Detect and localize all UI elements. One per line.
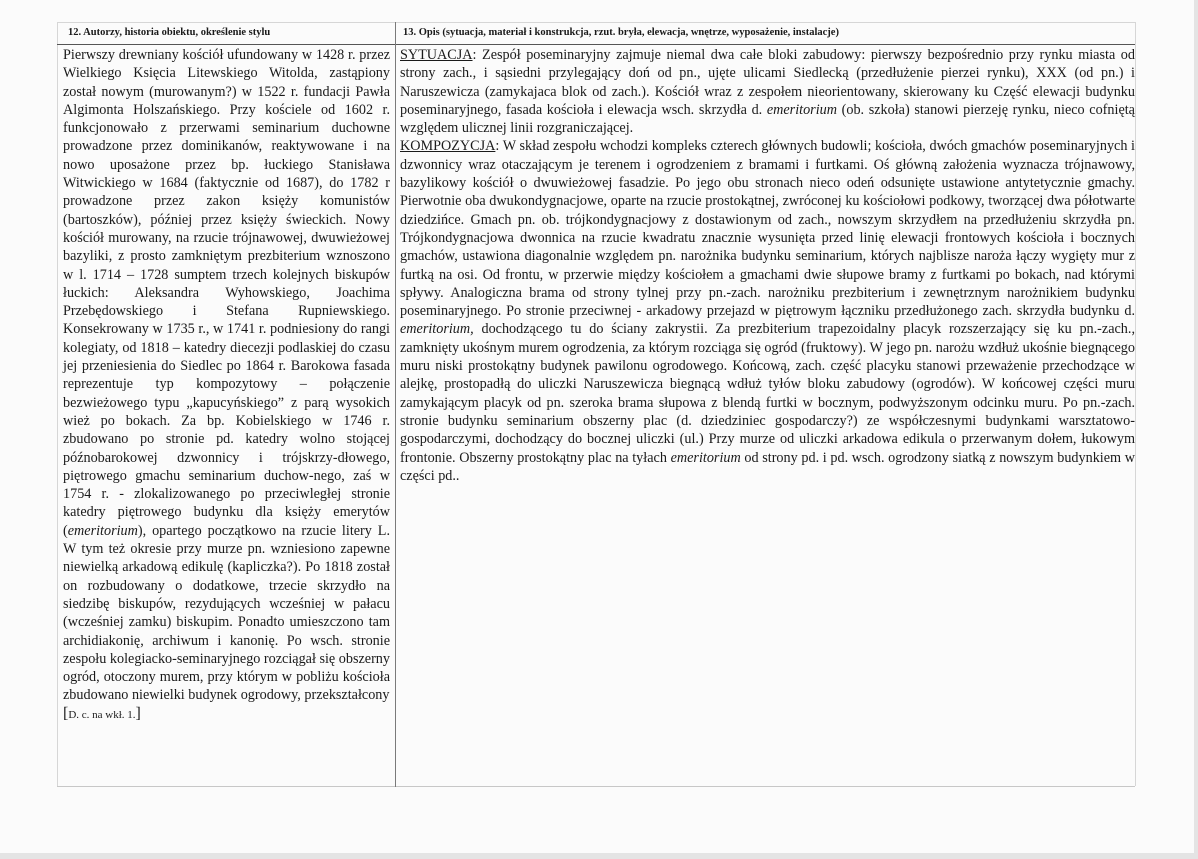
description-heading: 13. Opis (sytuacja, materiał i konstrukcja, rzut. bryła, elewacja, wnętrze, wyposażenie, instalacje) (403, 27, 839, 38)
composition-text-3: od strony pd. i pd. wsch. ogrodzony siatką z nowszym budynkiem w części pd.. (400, 449, 1135, 484)
composition-text-2: dochodzącego tu do ściany zakrystii. Za prezbiterium trapezoidalny placyk rozszerzający się ku pn.-zach., zamknięty ukośnym murem ogrodzenia, za którym rozciąga się ogród (fruktowy). W jego pn. narożu wzdłuż ukośnie biegnącego muru niski prostokątny budynek pawilonu ogrodowego. Końcową, zach. część placyku stanowi przeważenie przechodzące w alejkę, prostopadłą do uliczki Naruszewicza biegnącą wdłuż tyłów bloku zabudowy (ogrodów). W końcowej części muru zamykającym placyk od pn. szeroka brama słupowa z blendą furtki w bocznym, podwyższonym odcinku muru. Po pn.-zach. stronie budynku seminarium obszerny plac (d. dziedziniec gospodarczy?) ze współczesnymi budynkami warsztatowo-gospodarczymi, dochodzący do bocznej uliczki (ul.) Przy murze od uliczki arkadowa edikula o przerwanym dołem, łukowym frontonie. Obszerny prostokątny plac na tyłach (400, 321, 1135, 466)
composition-text-1: : W skład zespołu wchodzi kompleks czterech głównych budowli; kościoła, dwóch gmachów poseminaryjnych i dzwonnicy wraz otaczającym je terenem i ogrodzeniem z bramami i furtkami. Oś główną założenia wyznacza trójnawowy, bazylikowy kościół o dwuwieżowej fasadzie. Po jego obu stronach nieco odeń odsunięte ustawione antytetycznie gmachy. Pierwotnie oba dwukondygnacjowe, oparte na rzucie prostokątnej, zwróconej ku kościołowi podkowy, tworzącej dwa półotwarte dziedzińce. Gmach pn. ob. trójkondygnacjowy z dostawionym od zach., nowszym skrzydłem na przedłużeniu skrzydła pn. Trójkondygnacjowa dwonnica na rzucie kwadratu znacznie wysunięta przed linię elewacji frontowych kościoła i bocznych gmachów, ustawiona diagonalnie względem pn. narożnika budynku seminarium, których najblisze naroża łączy wygięty mur z furtką na osi. Od frontu, w przerwie między kościołem a gmachami dwie słupowe bramy z furtkami po bokach, nad którymi spływy. Analogiczna brama od strony tylnej przy pn.-zach. narożniku prezbiterium i zewnętrznym narożnikiem budynku poseminaryjnego. Po stronie przeciwnej - arkadowy przejazd w piętrowym łączniku przedłużonego zach. skrzydła budynku d. (400, 138, 1135, 320)
composition-paragraph (400, 137, 1135, 485)
situation-text-1: : Zespół poseminaryjny zajmuje niemal dwa całe bloki zabudowy: pierwszy bezpośrednio przy rynku miasta od strony zach., i sąsiedni przylegający doń od pn., ujęte ulicami Siedlecką (przedłużenie pierzei rynku), XXX (od pn.) i Naruszewicza (zamykajaca blok od zach.). Kościół wraz z zespołem nieorientowany, skierowany ku Część elewacji budynku poseminaryjnego, fasada kościoła i elewacja wsch. skrzydła d. (400, 47, 1135, 118)
situation-text-2: (ob. szkoła) stanowi pierzeję rynku, nieco cofniętą względem ulicznej linii rozgraniczającej. (400, 101, 1135, 137)
history-italic-term: emeritorium (67, 522, 138, 539)
history-text (57, 46, 394, 724)
situation-italic-term: emeritorium (766, 101, 837, 118)
history-column (57, 22, 394, 787)
composition-label: KOMPOZYCJA (400, 138, 496, 155)
continuation-text: D. c. na wkł. 1. (68, 708, 136, 721)
history-paragraph (63, 46, 390, 705)
situation-label: SYTUACJA (400, 47, 473, 63)
description-text (400, 46, 1135, 485)
composition-italic-term-2: emeritorium (670, 449, 741, 466)
history-heading: 12. Autorzy, historia obiektu, określenie stylu (68, 27, 271, 38)
composition-italic-term-1: emeritorium, (400, 321, 474, 338)
bracket-open: [ (63, 704, 69, 722)
situation-paragraph (400, 46, 1135, 137)
description-column (395, 22, 1135, 787)
history-text-part-2: ), opartego początkowo na rzucie litery L. W tym też okresie przy murze pn. wzniesiono zapewne niewielką arkadową edikulę (kapliczka?). Po 1818 został on rozbudowany o dodatkowe, trzecie skrzydło na siedzibę biskupów, rezydujących wcześniej w pałacu (wcześniej zamku) biskupim. Ponadto umieszczono tam archidiakonię, archiwum i kanonię. Po wsch. stronie zespołu kolegiacko-seminaryjnego rozciągał się obszerny ogród, otoczony murem, przy którym w pobliżu kościoła zbudowano niewielki budynek ogrodowy, przekształcony (63, 522, 390, 704)
frame-right-line (1135, 22, 1136, 786)
continuation-note (63, 705, 390, 724)
history-text-part-1: Pierwszy drewniany kościół ufundowany w 1428 r. przez Wielkiego Księcia Litewskiego Witolda, zastąpiony został nowym (murowanym?) w 1522 r. fundacji Pawła Algimonta Holszańskiego. Przy kościele od 1602 r. funkcjonowało z przerwami seminarium duchowne prowadzone przez dominikanów, reaktywowane i na nowo uposażone przez bp. łuckiego Stanisława Witwickiego w 1684 (faktycznie od 1687), do 1782 r prowadzone przez zakon księży komunistów (bartoszków), później przez księży świeckich. Nowy kościół murowany, na rzucie trójnawowej, dwuwieżowej bazyliki, z prosto zamkniętym prezbiterium wznoszono w l. 1714 – 1728 sumptem trzech kolejnych biskupów łuckich: Aleksandra Wyhowskiego, Joachima Przebędowskiego i Stefana Rupniewskiego. Konsekrowany w 1735 r., w 1741 r. podniesiony do rangi kolegiaty, od 1818 – katedry diecezji podlaskiej do czasu jej przeniesienia do Siedlec po 1864 r. Barokowa fasada reprezentuje typ kompozytowy – połączenie bezwieżowego typu „kapucyńskiego” z parą wysokich wież po bokach. Za bp. Kobielskiego w 1746 r. zbudowano po stronie pd. katedry wolno stojącej późnobarokowej dzwonnicy i trójskrzy-dłowego, piętrowego gmachu seminarium duchow-nego, zaś w 1754 r. - zlokalizowanego po przeciwległej stronie katedry piętrowego budynku dla księży emerytów ( (63, 47, 390, 539)
bracket-close: ] (135, 704, 141, 722)
